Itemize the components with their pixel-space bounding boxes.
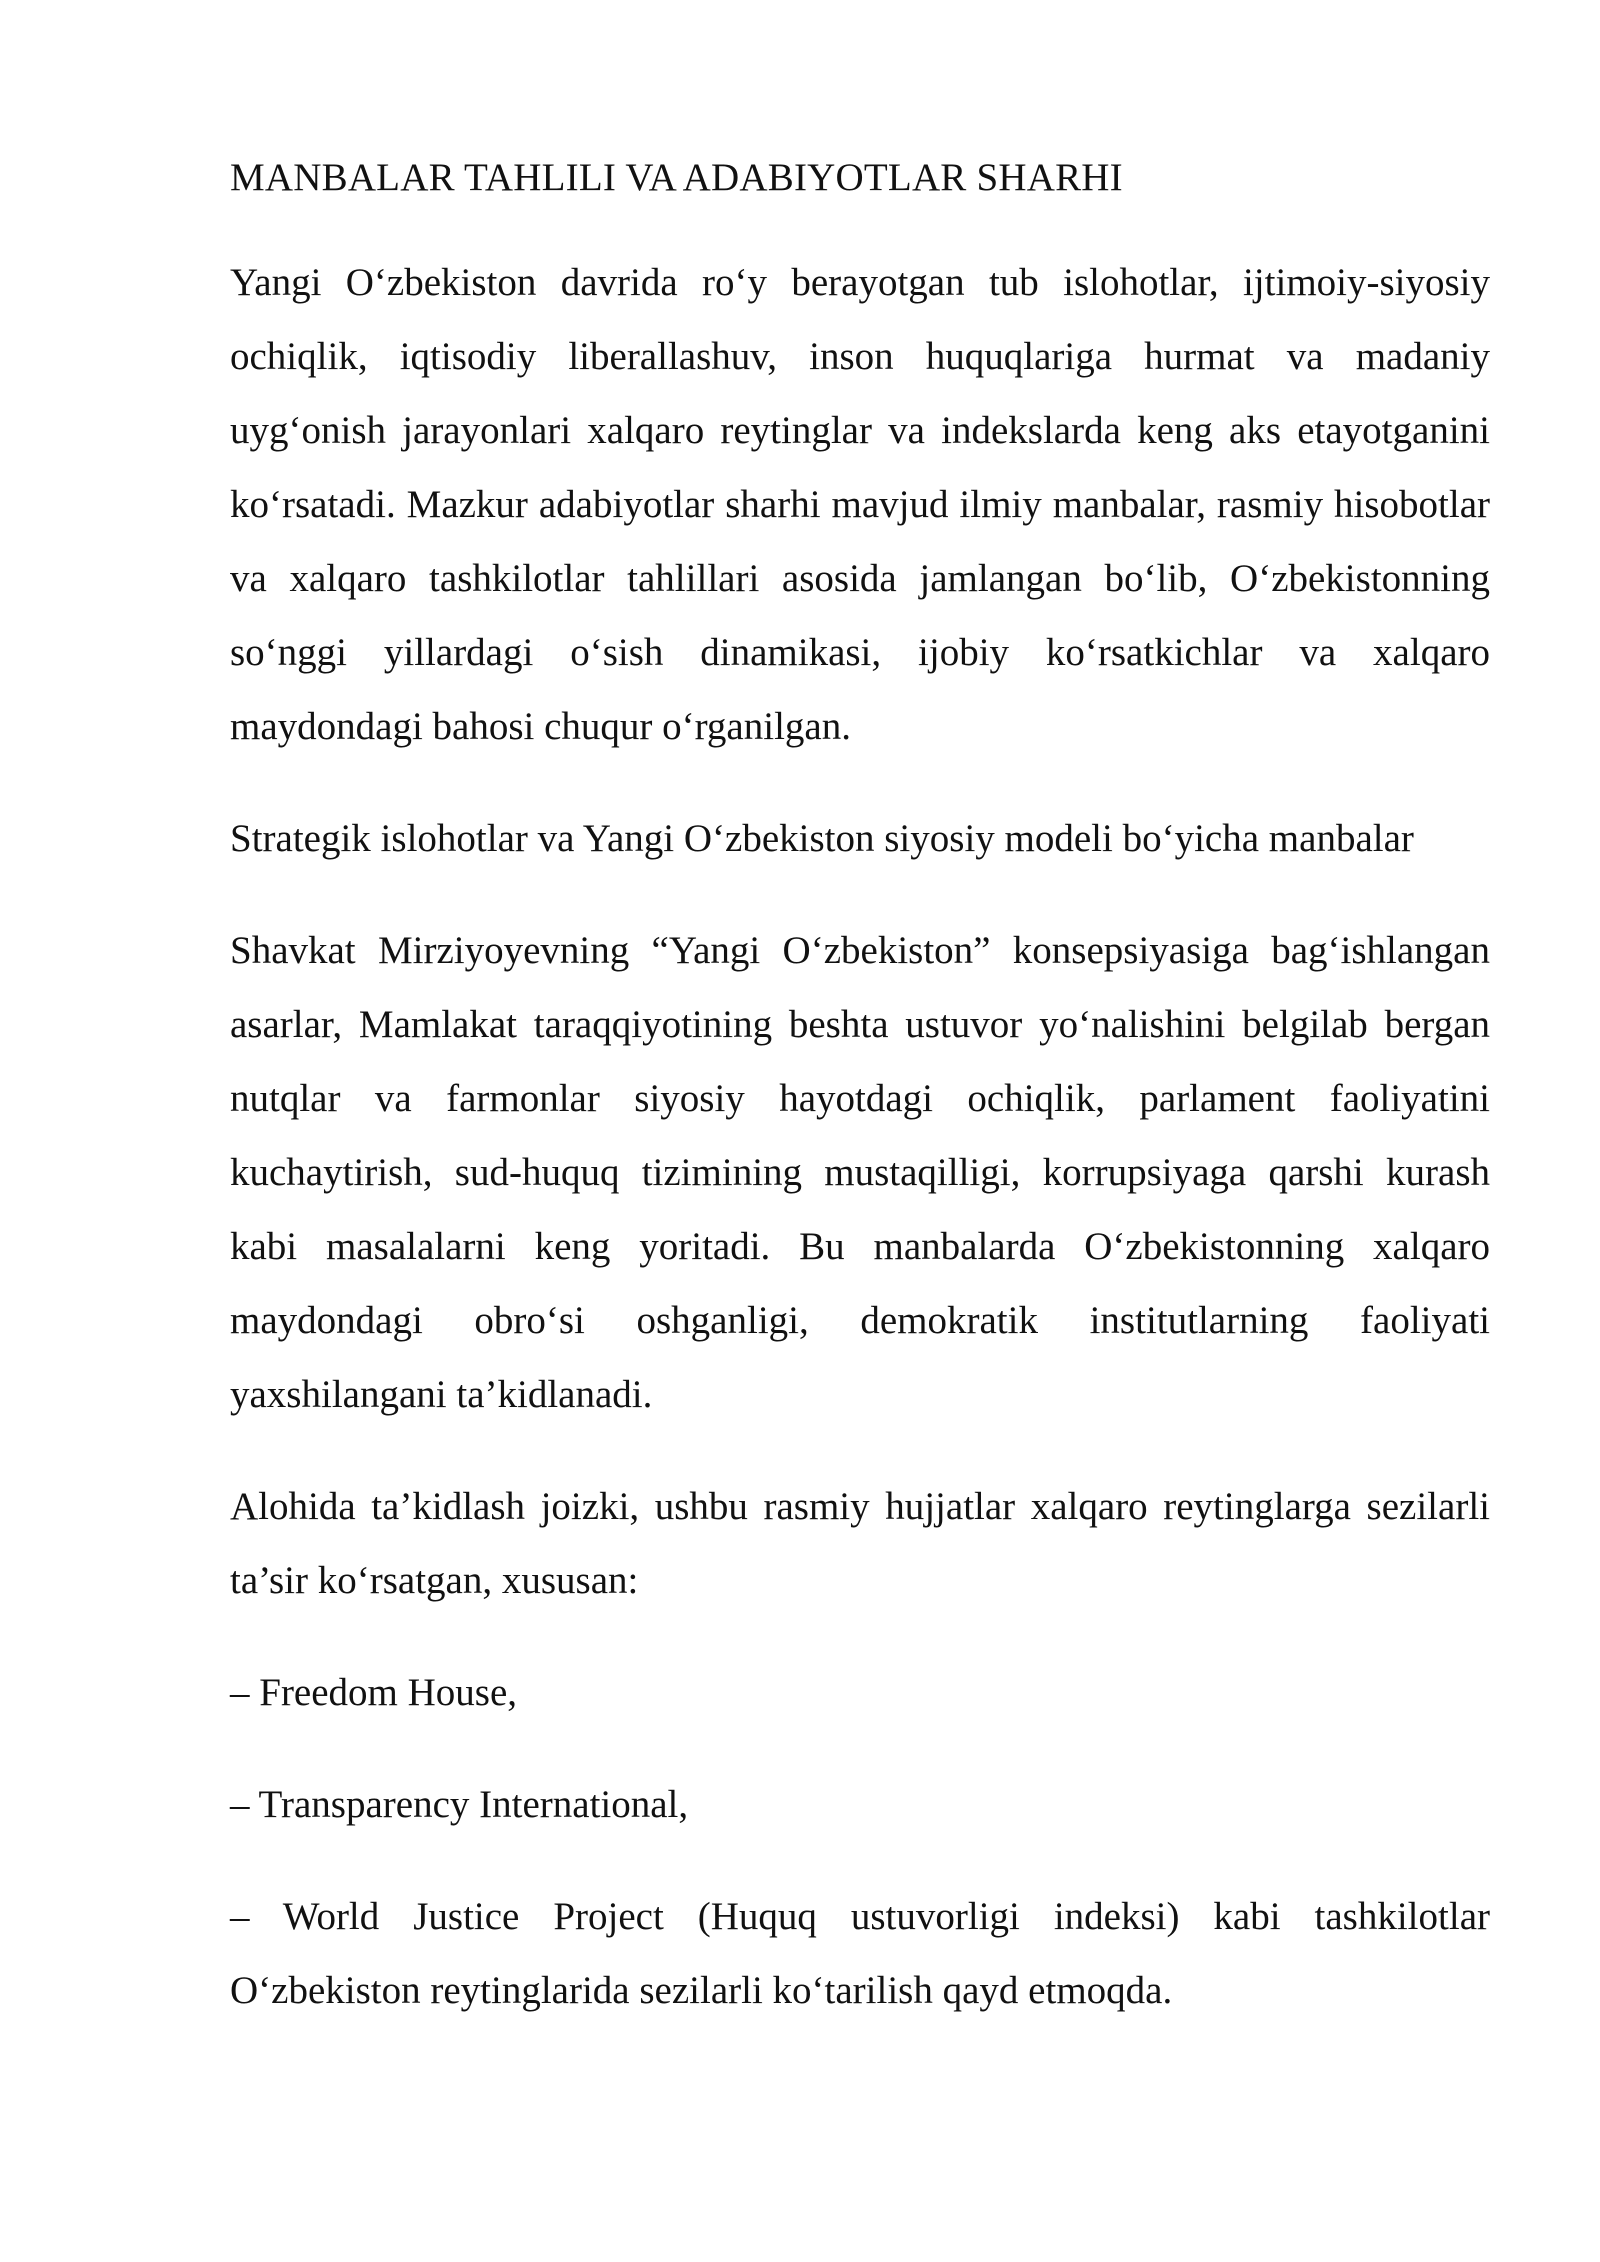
subsection-title-paragraph: Strategik islohotlar va Yangi O‘zbekiston siyosiy modeli bo‘yicha manbalar — [230, 817, 1414, 860]
list-item-transparency-international: – Transparency International, — [230, 1783, 689, 1826]
document-body — [230, 148, 1490, 2066]
section-heading: MANBALAR TAHLILI VA ADABIYOTLAR SHARHI — [230, 156, 1123, 199]
intro-paragraph: Yangi O‘zbekiston davrida ro‘y berayotgan tub islohotlar, ijtimoiy-siyosiy ochiqlik, iqtisodiy liberallashuv, inson huquqlariga hurmat va madaniy uyg‘onish jarayonlari xalqaro reytinglar va indekslarda keng aks etayotganini ko‘rsatadi. Mazkur adabiyotlar sharhi mavjud ilmiy manbalar, rasmiy hisobotlar va xalqaro tashkilotlar tahlillari asosida jamlangan bo‘lib, O‘zbekistonning so‘nggi yillardagi o‘sish dinamikasi, ijobiy ko‘rsatkichlar va xalqaro maydondagi bahosi chuqur o‘rganilgan. — [230, 261, 1490, 748]
sources-paragraph: Shavkat Mirziyoyevning “Yangi O‘zbekiston” konsepsiyasiga bag‘ishlangan asarlar, Mamlakat taraqqiyotining beshta ustuvor yo‘nalishini belgilab bergan nutqlar va farmonlar siyosiy hayotdagi ochiqlik, parlament faoliyatini kuchaytirish, sud-huquq tizimining mustaqilligi, korrupsiyaga qarshi kurash kabi masalalarni keng yoritadi. Bu manbalarda O‘zbekistonning xalqaro maydondagi obro‘si oshganligi, demokratik institutlarning faoliyati yaxshilangani ta’kidlanadi. — [230, 929, 1490, 1416]
list-item-freedom-house: – Freedom House, — [230, 1671, 518, 1714]
emphasis-paragraph: Alohida ta’kidlash joizki, ushbu rasmiy hujjatlar xalqaro reytinglarga sezilarli ta’sir ko‘rsatgan, xususan: — [230, 1485, 1490, 1602]
list-item-world-justice-project: – World Justice Project (Huquq ustuvorligi indeksi) kabi tashkilotlar O‘zbekiston reytinglarida sezilarli ko‘tarilish qayd etmoqda. — [230, 1895, 1490, 2012]
